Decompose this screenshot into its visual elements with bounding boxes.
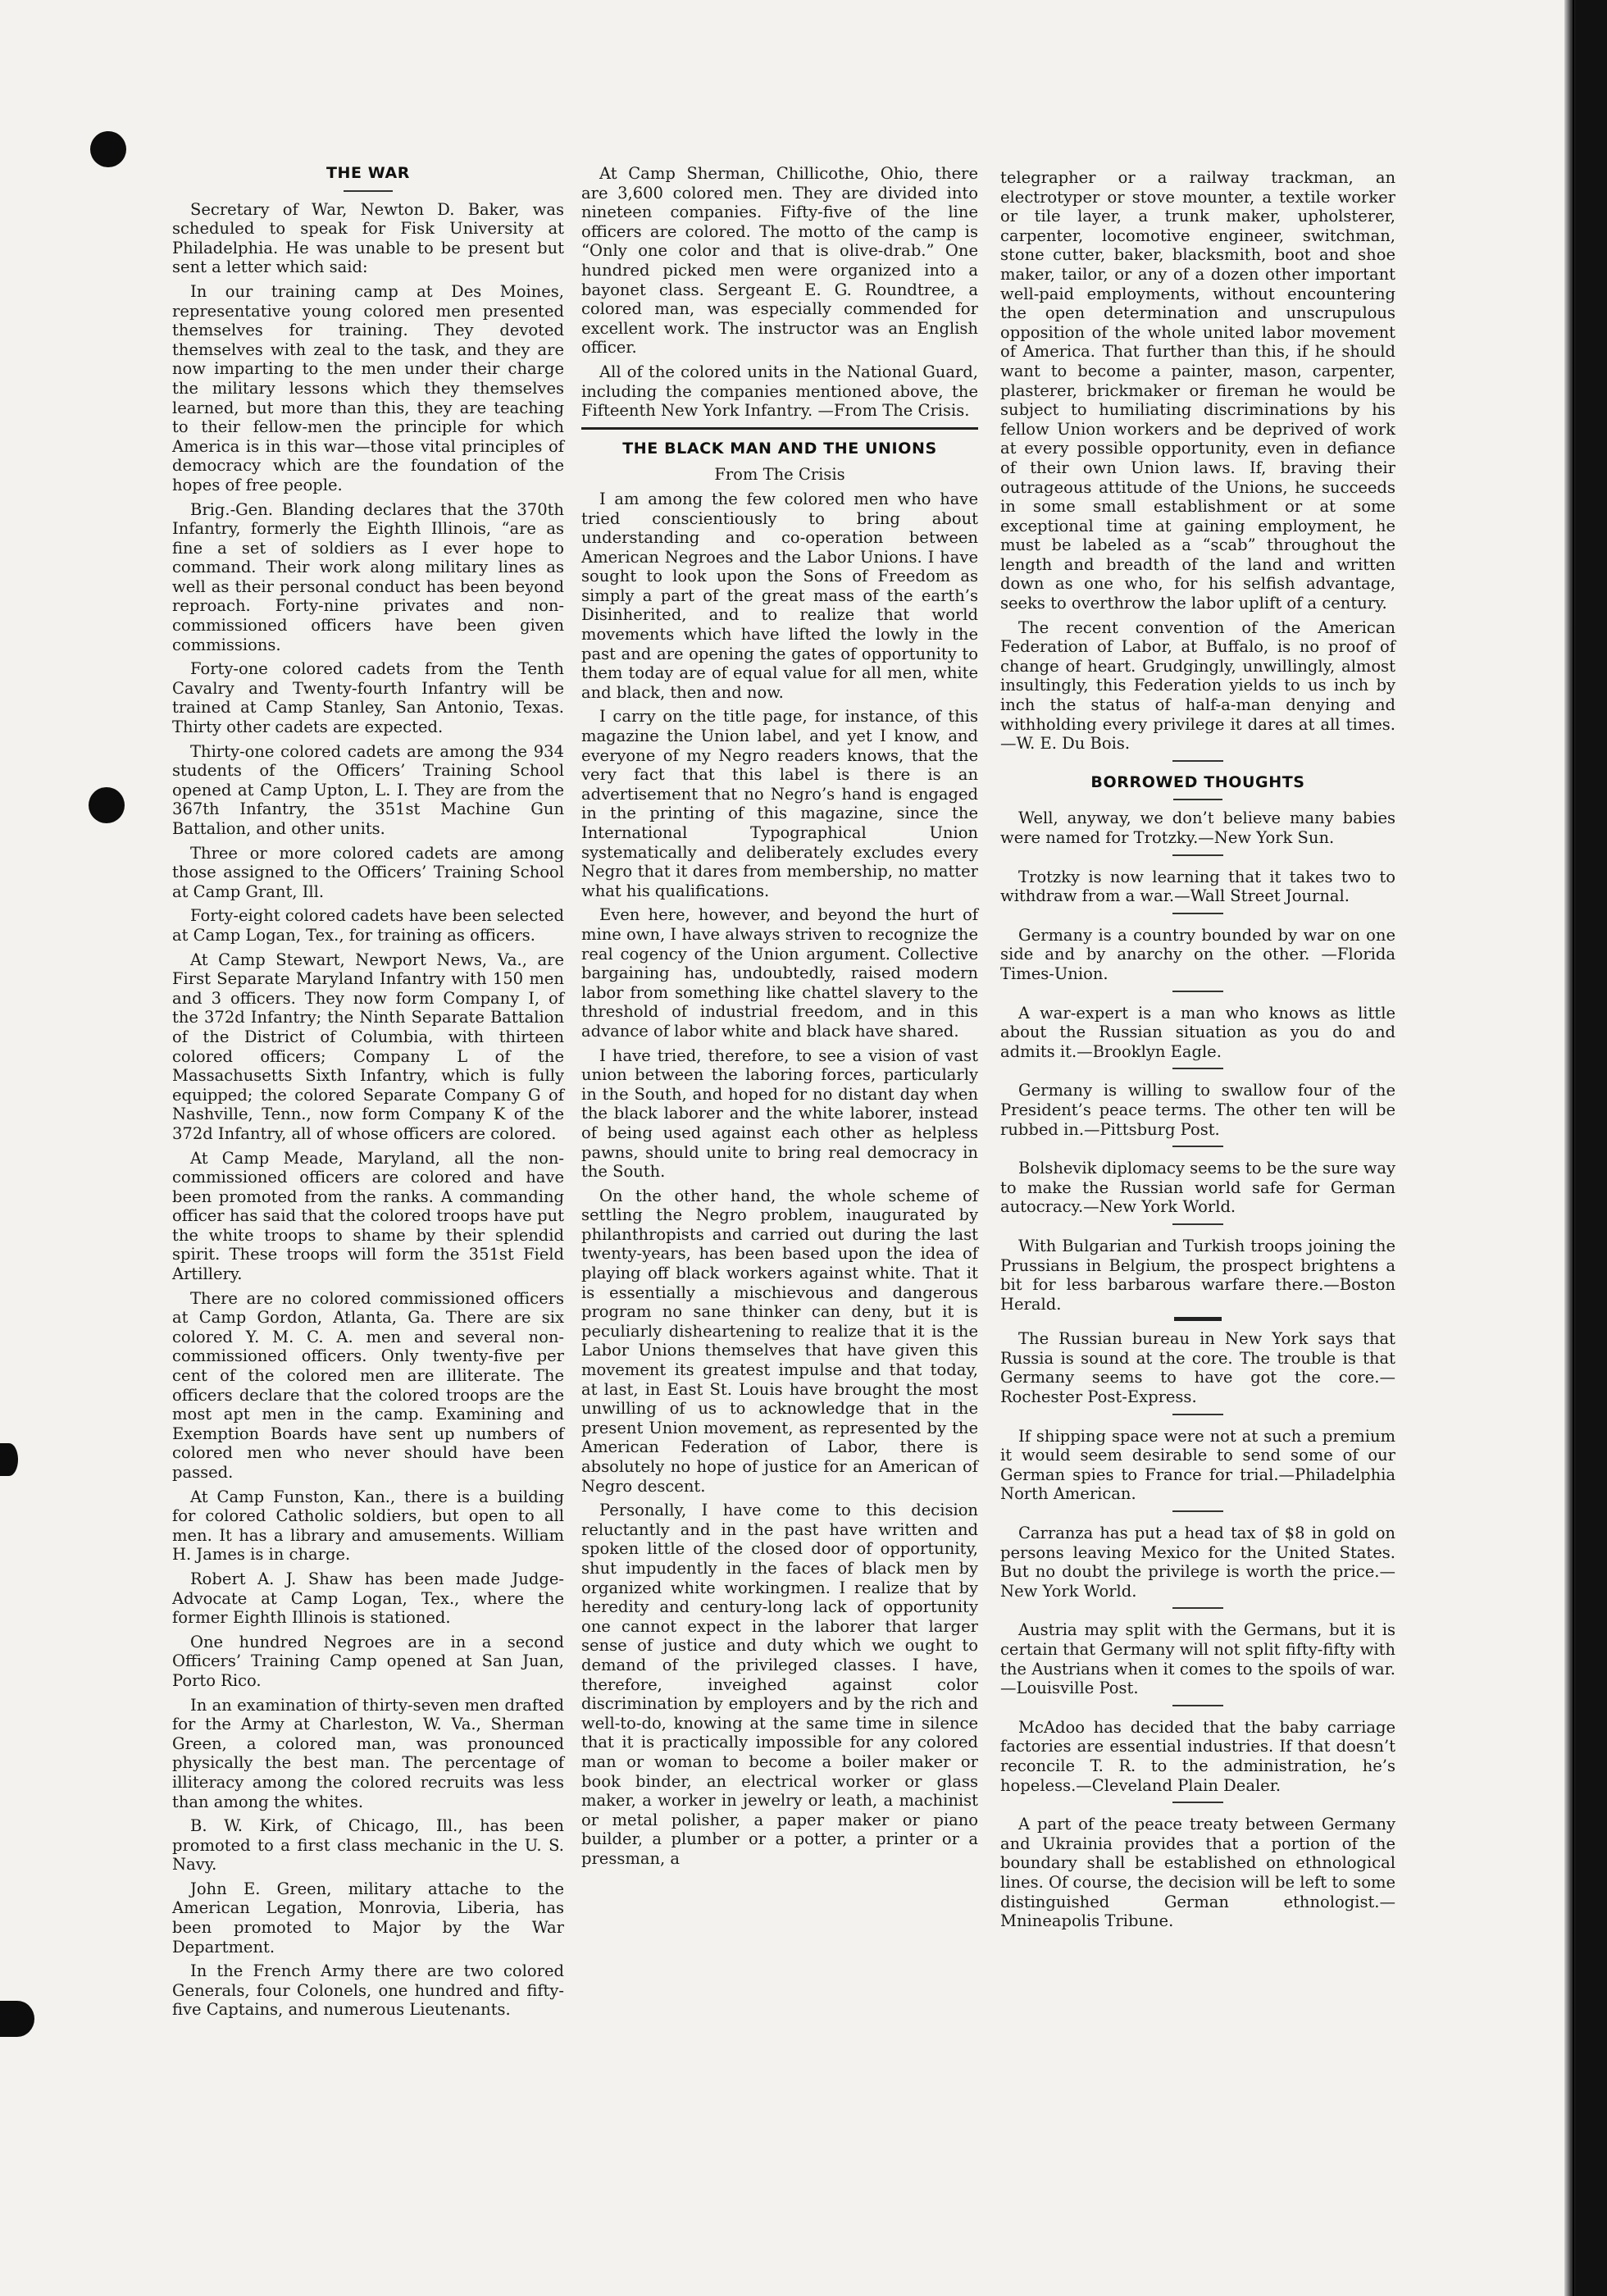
section-rule: [581, 427, 978, 430]
quote-item: A war-expert is a man who knows as little about the Russian situation as you do and admits it.—Brooklyn Eagle.: [1000, 1003, 1395, 1061]
item-divider: [1172, 1802, 1223, 1803]
item-divider: [1172, 1223, 1223, 1225]
article-paragraph: Robert A. J. Shaw has been made Judge-Advocate at Camp Logan, Tex., where the former Eighth Illinois is stationed.: [172, 1569, 564, 1628]
article-paragraph: All of the colored units in the National Guard, including the companies mentioned above, the Fifteenth New York Infantry. —From The Crisis.: [581, 362, 978, 421]
article-paragraph: In our training camp at Des Moines, representative young colored men presented themselves for training. They devoted themselves with zeal to the task, and they are now imparting to the men under their charge the military lessons which they themselves learned, but more than this, they are teaching to their fellow-men the principle for which America is in this war—those vital principles of democracy which are the foundation of the hopes of free people.: [172, 281, 564, 494]
quote-item: If shipping space were not at such a premium it would seem desirable to send some of our German spies to France for trial.—Philadelphia North American.: [1000, 1426, 1395, 1504]
article-paragraph: In an examination of thirty-seven men drafted for the Army at Charleston, W. Va., Sherman Green, a colored man, was pronounced physically the best man. The percentage of illiteracy among the colored recruits was less than among the whites.: [172, 1695, 564, 1811]
quote-item: Germany is a country bounded by war on one side and by anarchy on the other. —Florida Times-Union.: [1000, 925, 1395, 983]
item-divider: [1172, 913, 1223, 914]
quote-item: Well, anyway, we don’t believe many babies were named for Trotzky.—New York Sun.: [1000, 809, 1395, 847]
quote-item: With Bulgarian and Turkish troops joining the Prussians in Belgium, the prospect brightens a bit for less barbarous warfare there.—Boston Herald.: [1000, 1236, 1395, 1314]
quote-item: Trotzky is now learning that it takes two to withdraw from a war.—Wall Street Journal.: [1000, 867, 1395, 906]
article-heading-black-man-unions: THE BLACK MAN AND THE UNIONS: [622, 439, 937, 458]
article-paragraph: I am among the few colored men who have tried conscientiously to bring about understanding and co-operation between American Negroes and the Labor Unions. I have sought to look upon the Sons of Freedom as simply a part of the great mass of the earth’s Disinherited, and to realize that world movements which have lifted the lowly in the past and are opening the gates of opportunity to them today are of equal value for all men, white and black, then and now.: [581, 489, 978, 702]
article-paragraph: B. W. Kirk, of Chicago, Ill., has been promoted to a first class mechanic in the U. S. Navy.: [172, 1816, 564, 1875]
punch-hole: [90, 131, 126, 167]
item-divider: [1172, 1705, 1223, 1706]
column-middle: [581, 164, 978, 1873]
quote-item: The Russian bureau in New York says that Russia is sound at the core. The trouble is that Germany seems to have got the core.—Rochester Post-Express.: [1000, 1329, 1395, 1407]
article-paragraph: The recent convention of the American Federation of Labor, at Buffalo, is no proof of change of heart. Grudgingly, unwillingly, almost insultingly, this Federation yields to us inch by inch the status of half-a-man denying and withholding every privilege it dares at all times.—W. E. Du Bois.: [1000, 617, 1395, 754]
article-paragraph: I carry on the title page, for instance, of this magazine the Union label, and yet I know, and everyone of my Negro readers knows, that the very fact that this label is there is an advertisement that no Negro’s hand is engaged in the printing of this magazine, since the International Typographical Union systematically and deliberately excludes every Negro that it dares from membership, no matter what his qualifications.: [581, 707, 978, 900]
column-right: [1000, 168, 1395, 1934]
article-paragraph: Brig.-Gen. Blanding declares that the 370th Infantry, formerly the Eighth Illinois, “are as fine a set of soldiers as I ever hope to command. Their work along military lines as well as their personal conduct has been beyond reproach. Forty-nine privates and non-commissioned officers have been given commissions.: [172, 499, 564, 654]
punch-hole: [89, 787, 125, 823]
item-divider: [1172, 1607, 1223, 1609]
scan-edge-border: [1564, 0, 1607, 2296]
article-paragraph: Personally, I have come to this decision reluctantly and in the past have written and spoken little of the closed door of opportunity, shut impudently in the faces of black men by organized white workingmen. I realize that by heredity and century-long lack of opportunity one cannot expect in the laborer that larger sense of justice and duty which we ought to demand of the privileged classes. I have, therefore, inveighed against color discrimination by employers and by the rich and well-to-do, knowing at the same time in silence that it is practically impossible for any colored man or woman to become a boiler maker or book binder, an electrical worker or glass maker, a worker in jewelry or leath, a machinist or metal polisher, a paper maker or piano builder, a plumber or a potter, a printer or a pressman, a: [581, 1501, 978, 1868]
article-paragraph: Secretary of War, Newton D. Baker, was scheduled to speak for Fisk University at Philadelphia. He was unable to be present but sent a letter which said:: [172, 199, 564, 277]
article-source: From The Crisis: [714, 465, 845, 485]
article-paragraph: Even here, however, and beyond the hurt of mine own, I have always striven to recognize the real cogency of the Union argument. Collective bargaining has, undoubtedly, raised modern labor from something like chattel slavery to the threshold of industrial freedom, and in this advance of labor white and black have shared.: [581, 905, 978, 1041]
scan-edge-line: [1573, 0, 1574, 2296]
article-paragraph: There are no colored commissioned officers at Camp Gordon, Atlanta, Ga. There are six colored Y. M. C. A. men and several non-commissioned officers. Only twenty-five per cent of the colored men are illiterate. The officers declare that the colored troops are the most apt men in the camp. Examining and Exemption Boards have sent up numbers of colored men who never should have been passed.: [172, 1288, 564, 1482]
article-paragraph: Thirty-one colored cadets are among the 934 students of the Officers’ Training School opened at Camp Upton, L. I. They are from the 367th Infantry, the 351st Machine Gun Battalion, and other units.: [172, 741, 564, 838]
column-left: [172, 164, 564, 2025]
item-divider: [1172, 1146, 1223, 1147]
item-divider: [1172, 1510, 1223, 1512]
article-paragraph: At Camp Funston, Kan., there is a building for colored Catholic soldiers, but open to all men. It has a library and amusements. William H. James is in charge.: [172, 1487, 564, 1565]
heading-rule: [1173, 799, 1222, 800]
article-paragraph: At Camp Sherman, Chillicothe, Ohio, there are 3,600 colored men. They are divided into nineteen companies. Fifty-five of the line officers are colored. The motto of the camp is “Only one color and that is olive-drab.” One hundred picked men were organized into a bayonet class. Sergeant E. G. Roundtree, a colored man, was especially commended for excellent work. The instructor was an English officer.: [581, 164, 978, 358]
article-paragraph: John E. Green, military attache to the American Legation, Monrovia, Liberia, has been promoted to Major by the War Department.: [172, 1879, 564, 1957]
article-paragraph: I have tried, therefore, to see a vision of vast union between the laboring forces, particularly in the South, and hoped for no distant day when the black laborer and the white laborer, instead of being used against each other as helpless pawns, should unite to bring real democracy in the South.: [581, 1046, 978, 1182]
article-paragraph: In the French Army there are two colored Generals, four Colonels, one hundred and fifty-five Captains, and numerous Lieutenants.: [172, 1961, 564, 2020]
quote-item: A part of the peace treaty between Germany and Ukrainia provides that a portion of the boundary shall be established on ethnological lines. Of course, the decision will be left to some distinguished German ethnologist.—Mnineapolis Tribune.: [1000, 1815, 1395, 1931]
item-divider: [1172, 854, 1223, 856]
article-paragraph: Forty-eight colored cadets have been selected at Camp Logan, Tex., for training as officers.: [172, 906, 564, 945]
item-divider: [1172, 1414, 1223, 1415]
article-paragraph: Three or more colored cadets are among those assigned to the Officers’ Training School at Camp Grant, Ill.: [172, 843, 564, 901]
quote-item: Carranza has put a head tax of $8 in gold on persons leaving Mexico for the United States. But no doubt the privilege is worth the price.—New York World.: [1000, 1524, 1395, 1601]
article-heading-the-war: THE WAR: [325, 164, 411, 182]
quote-item: McAdoo has decided that the baby carriage factories are essential industries. If that doesn’t reconcile T. R. to the administration, he’s hopeless.—Cleveland Plain Dealer.: [1000, 1717, 1395, 1795]
punch-hole: [0, 2001, 34, 2037]
article-paragraph: On the other hand, the whole scheme of settling the Negro problem, inaugurated by philanthropists and carried out during the last twenty-years, has been based upon the idea of playing off black workers against white. That it is essentially a mischievous and dangerous program no sane thinker can deny, but it is peculiarly disheartening to realize that it is the Labor Unions themselves that have given this movement its greatest impulse and that today, at last, in East St. Louis have brought the most unwilling of us to acknowledge that in the present Union movement, as represented by the American Federation of Labor, there is absolutely no hope of justice for an American of Negro descent.: [581, 1186, 978, 1496]
section-rule: [1172, 760, 1223, 762]
item-divider: [1172, 1068, 1223, 1069]
punch-hole: [0, 1443, 18, 1476]
item-divider: [1172, 991, 1223, 992]
quote-item: Germany is willing to swallow four of the President’s peace terms. The other ten will be rubbed in.—Pittsburg Post.: [1000, 1081, 1395, 1139]
article-heading-borrowed-thoughts: BORROWED THOUGHTS: [1090, 772, 1305, 791]
article-paragraph: Forty-one colored cadets from the Tenth Cavalry and Twenty-fourth Infantry will be trained at Camp Stanley, San Antonio, Texas. Thirty other cadets are expected.: [172, 659, 564, 737]
article-paragraph: At Camp Meade, Maryland, all the non-commissioned officers are colored and have been promoted from the ranks. A commanding officer has said that the colored troops have put the white troops to shame by their splendid spirit. These troops will form the 351st Field Artillery.: [172, 1148, 564, 1284]
article-paragraph: telegrapher or a railway trackman, an electrotyper or stove mounter, a textile worker or tile layer, a trunk maker, upholsterer, carpenter, locomotive engineer, switchman, stone cutter, baker, blacksmith, boot and shoe maker, tailor, or any of a dozen other important well-paid employments, without encountering the open determination and unscrupulous opposition of the whole united labor movement of America. That further than this, if he should want to become a painter, mason, carpenter, plasterer, brickmaker or fireman he would be subject to humiliating discriminations by his fellow Union workers and be deprived of work at every possible opportunity, even in defiance of their own Union laws. If, braving their outrageous attitude of the Unions, he succeeds in some small establishment or at some exceptional time at gaining employment, he must be labeled as a “scab” throughout the length and breadth of the land and written down as one who, for his selfish advantage, seeks to overthrow the labor uplift of a century.: [1000, 168, 1395, 613]
article-paragraph: One hundred Negroes are in a second Officers’ Training Camp opened at San Juan, Porto Rico.: [172, 1632, 564, 1690]
quote-item: Bolshevik diplomacy seems to be the sure way to make the Russian world safe for German autocracy.—New York World.: [1000, 1159, 1395, 1217]
article-paragraph: At Camp Stewart, Newport News, Va., are First Separate Maryland Infantry with 150 men and 3 officers. They now form Company I, of the 372d Infantry; the Ninth Separate Battalion of the District of Columbia, with thirteen colored officers; Company L of the Massachusetts Sixth Infantry, which is fully equipped; the colored Separate Company G of Nashville, Tenn., now form Company K of the 372d Infantry, all of whose officers are colored.: [172, 950, 564, 1143]
quote-item: Austria may split with the Germans, but it is certain that Germany will not split fifty-fifty with the Austrians when it comes to the spoils of war.—Louisville Post.: [1000, 1620, 1395, 1698]
item-divider: [1174, 1317, 1222, 1321]
heading-rule: [344, 190, 393, 192]
